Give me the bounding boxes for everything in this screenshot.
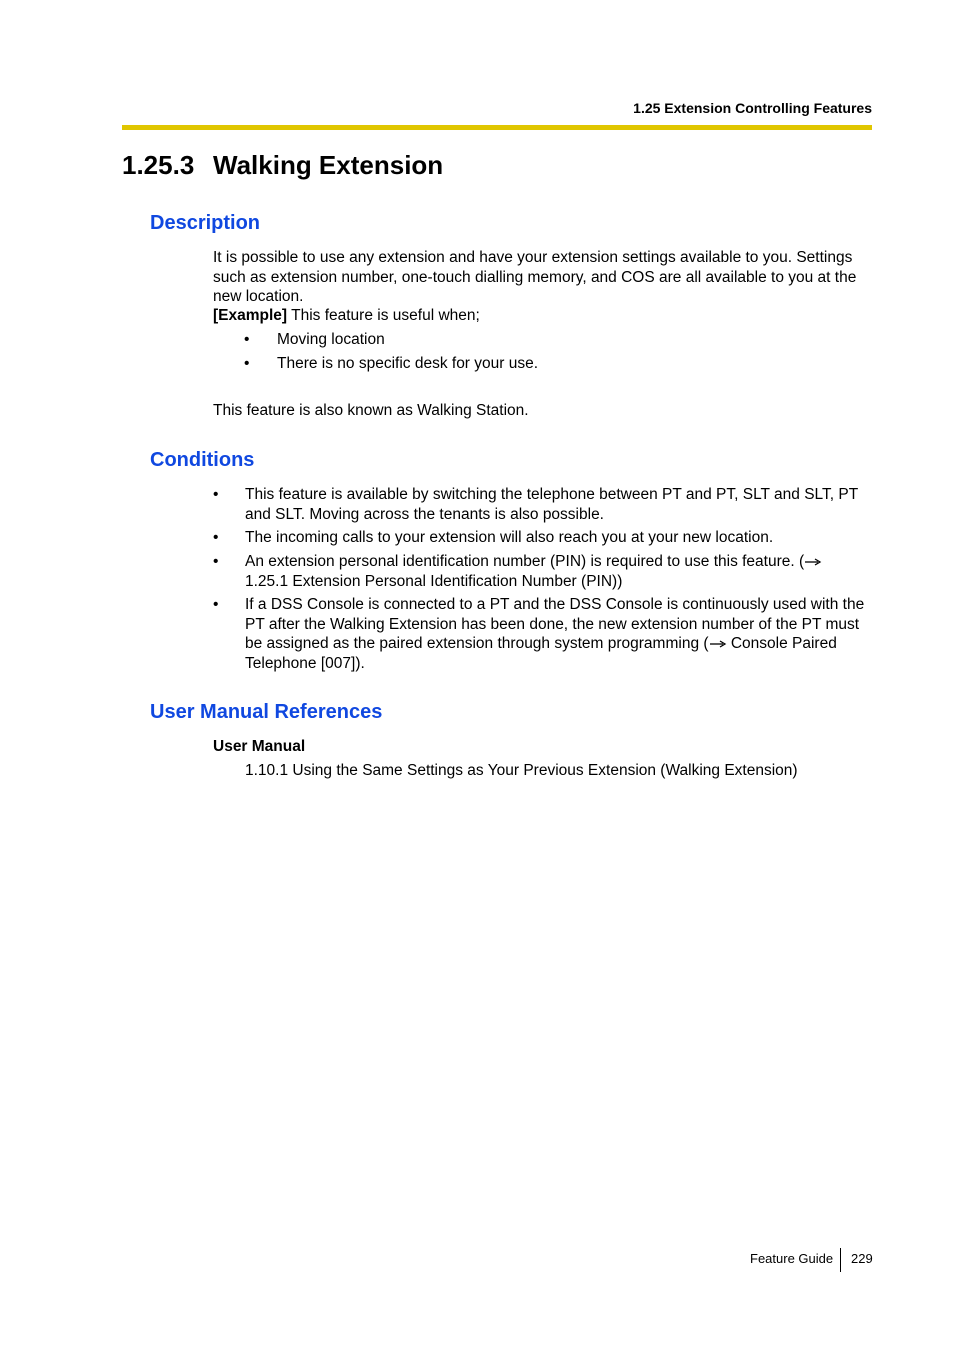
- bullet-icon: •: [244, 331, 250, 348]
- references-heading: User Manual References: [150, 701, 383, 723]
- references-subheading: User Manual: [213, 738, 306, 755]
- bullet-icon: •: [213, 486, 219, 503]
- bullet-icon: •: [213, 553, 219, 570]
- section-number: 1.25.3: [122, 150, 195, 180]
- bullet-icon: •: [213, 529, 219, 546]
- reference-entry: 1.10.1 Using the Same Settings as Your Previous Extension (Walking Extension): [245, 762, 798, 779]
- conditions-heading: Conditions: [150, 449, 255, 471]
- description-intro: It is possible to use any extension and have your extension settings available to you. Settings such as extension number, one-touch dialling memory, and COS are all available to you at the new location.: [213, 249, 857, 305]
- list-item: • An extension personal identification number (PIN) is required to use this feature. ( 1.25.1 Extension Personal Identification Number (PIN)): [213, 552, 873, 592]
- list-item: • If a DSS Console is connected to a PT and the DSS Console is continuously used with the PT after the Walking Extension has been done, the new extension number of the PT must be assigned as the paired extension through system programming ( Console Paired Telephone [007]).: [213, 596, 865, 672]
- description-aka: This feature is also known as Walking Station.: [213, 402, 529, 419]
- page-number: 229: [851, 1251, 873, 1266]
- section-title: [122, 150, 443, 181]
- arrow-right-icon: [709, 639, 727, 649]
- description-heading: Description: [150, 212, 261, 234]
- arrow-right-icon: [804, 557, 822, 567]
- header-rule: [122, 125, 872, 130]
- list-item: • This feature is available by switching the telephone between PT and PT, SLT and SLT, PT and SLT. Moving across the tenants is also possible.: [213, 486, 858, 523]
- example-label: [Example]: [213, 307, 288, 324]
- running-header: 1.25 Extension Controlling Features: [633, 100, 872, 116]
- footer-divider: [840, 1248, 841, 1272]
- example-text: This feature is useful when;: [287, 307, 480, 324]
- example-line: [213, 306, 480, 326]
- section-title-text: Walking Extension: [213, 150, 444, 180]
- bullet-icon: •: [244, 355, 250, 372]
- bullet-icon: •: [213, 596, 219, 613]
- footer-guide-name: Feature Guide: [750, 1251, 834, 1266]
